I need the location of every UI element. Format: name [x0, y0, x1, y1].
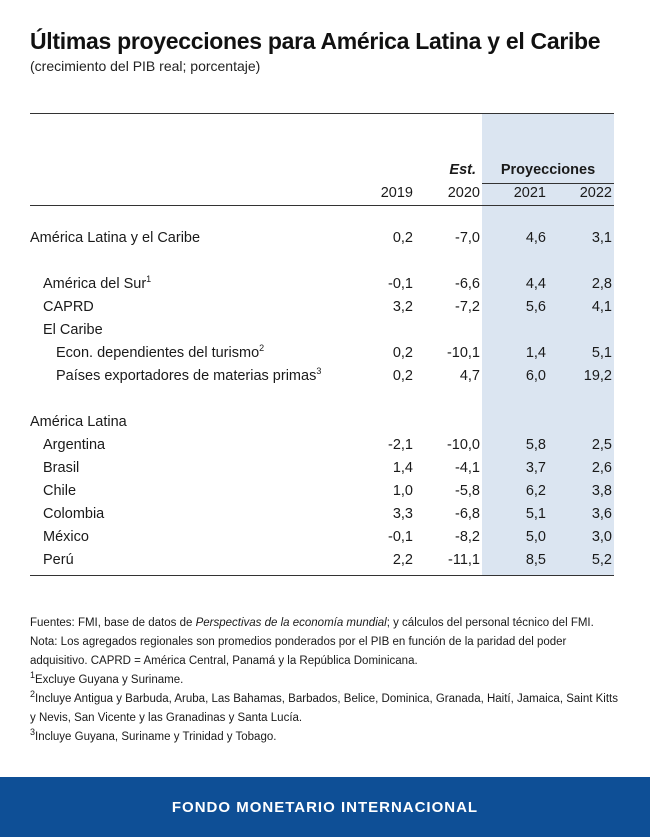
table-cell: -6,8	[455, 506, 480, 522]
row-label-text: Perú	[43, 552, 74, 568]
row-label-text: CAPRD	[43, 299, 94, 315]
row-label-text: Países exportadores de materias primas	[56, 368, 317, 384]
row-label	[30, 414, 127, 430]
table-cell: -8,2	[455, 529, 480, 545]
table-cell: -10,0	[446, 437, 480, 453]
table-cell: -2,1	[388, 437, 413, 453]
table-cell: 5,8	[525, 437, 546, 453]
table-bottom-rule	[30, 575, 614, 576]
footnote-1-text: Excluye Guyana y Suriname.	[35, 674, 184, 686]
row-label	[43, 437, 105, 453]
table-cell: 2,2	[392, 552, 413, 568]
footnote-2	[30, 690, 622, 728]
page-subtitle: (crecimiento del PIB real; porcentaje)	[30, 58, 261, 74]
row-label-text: Econ. dependientes del turismo	[56, 345, 260, 361]
year-header-2021: 2021	[513, 185, 546, 201]
table-cell: 5,2	[591, 552, 612, 568]
table-cell: 2,6	[591, 460, 612, 476]
table-cell: 4,4	[525, 276, 546, 292]
projections-underline	[482, 183, 614, 184]
est-label: Est.	[449, 162, 476, 178]
sources-note	[30, 614, 622, 633]
table-cell: 5,1	[591, 345, 612, 361]
row-footnote-mark: 1	[146, 274, 152, 285]
table-cell: -7,0	[455, 230, 480, 246]
row-label	[43, 460, 79, 476]
table-cell: 3,7	[525, 460, 546, 476]
row-label	[43, 276, 151, 292]
row-label	[43, 299, 94, 315]
row-label-text: Brasil	[43, 460, 80, 476]
year-header-2019: 2019	[380, 185, 413, 201]
projections-label: Proyecciones	[500, 162, 596, 178]
table-cell: 6,0	[525, 368, 546, 384]
sources-suffix: ; y cálculos del personal técnico del FMI.	[386, 617, 594, 629]
row-label	[56, 345, 264, 361]
table-cell: 5,6	[525, 299, 546, 315]
table-cell: 3,2	[392, 299, 413, 315]
page-title: Últimas proyecciones para América Latina y el Caribe	[30, 28, 601, 54]
table-cell: 0,2	[392, 345, 413, 361]
footnote-2-mark: 2	[30, 689, 36, 700]
table-cell: -11,1	[448, 552, 480, 568]
row-label-text: Chile	[43, 483, 77, 499]
year-header-2020: 2020	[447, 185, 480, 201]
footnote-3-text: Incluye Guyana, Suriname y Trinidad y Tobago.	[35, 731, 277, 743]
row-label	[43, 552, 74, 568]
sources-italic: Perspectivas de la economía mundial	[195, 617, 387, 629]
table-cell: 2,8	[591, 276, 612, 292]
table-cell: 1,4	[525, 345, 546, 361]
row-label-text: América Latina y el Caribe	[30, 230, 201, 246]
footnotes	[30, 614, 622, 747]
table-cell: 2,5	[591, 437, 612, 453]
footnote-3	[30, 728, 622, 747]
sources-prefix: Fuentes: FMI, base de datos de	[30, 617, 196, 629]
row-label	[30, 230, 200, 246]
table-cell: 3,1	[591, 230, 612, 246]
table-cell: 5,0	[525, 529, 546, 545]
row-footnote-mark: 2	[259, 343, 265, 354]
table-cell: -7,2	[455, 299, 480, 315]
row-label	[43, 483, 76, 499]
table-cell: 1,0	[392, 483, 413, 499]
table-top-rule	[30, 113, 614, 114]
table-cell: 6,2	[525, 483, 546, 499]
row-footnote-mark: 3	[316, 366, 322, 377]
footer-banner: FONDO MONETARIO INTERNACIONAL	[0, 777, 650, 837]
table-cell: 4,6	[525, 230, 546, 246]
table-cell: 4,7	[459, 368, 480, 384]
table-cell: 3,8	[591, 483, 612, 499]
table-header-rule	[30, 205, 614, 206]
row-label	[56, 368, 321, 384]
table-cell: 1,4	[392, 460, 413, 476]
row-label-text: América Latina	[30, 414, 127, 430]
table-cell: 8,5	[525, 552, 546, 568]
table-cell: 19,2	[583, 368, 612, 384]
footnote-1	[30, 671, 622, 690]
table-cell: 5,1	[525, 506, 546, 522]
row-label-text: América del Sur	[43, 276, 147, 292]
row-label-text: Argentina	[43, 437, 106, 453]
table-cell: 3,6	[591, 506, 612, 522]
table-cell: 0,2	[392, 368, 413, 384]
row-label	[43, 322, 103, 338]
footnote-1-mark: 1	[30, 670, 36, 681]
table-cell: 3,0	[591, 529, 612, 545]
table-cell: -0,1	[388, 529, 413, 545]
table-cell: -10,1	[446, 345, 480, 361]
row-label-text: Colombia	[43, 506, 105, 522]
row-label-text: México	[43, 529, 89, 545]
table-cell: 4,1	[591, 299, 612, 315]
row-label-text: El Caribe	[43, 322, 103, 338]
table-cell: -6,6	[455, 276, 480, 292]
methodology-note: Nota: Los agregados regionales son promedios ponderados por el PIB en función de la paridad del poder adquisitivo. CAPRD = América Central, Panamá y la República Dominicana.	[30, 636, 567, 667]
table-cell: 3,3	[392, 506, 413, 522]
table-cell: 0,2	[392, 230, 413, 246]
footnote-3-mark: 3	[30, 727, 36, 738]
table-cell: -5,8	[455, 483, 480, 499]
table-cell: -0,1	[388, 276, 413, 292]
footnote-2-text: Incluye Antigua y Barbuda, Aruba, Las Bahamas, Barbados, Belice, Dominica, Granada, Haití, Jamaica, Saint Kitts y Nevis, San Vicente y las Granadinas y Santa Lucía.	[30, 693, 618, 724]
table-cell: -4,1	[455, 460, 480, 476]
row-label	[43, 529, 89, 545]
row-label	[43, 506, 104, 522]
year-header-2022: 2022	[579, 185, 612, 201]
